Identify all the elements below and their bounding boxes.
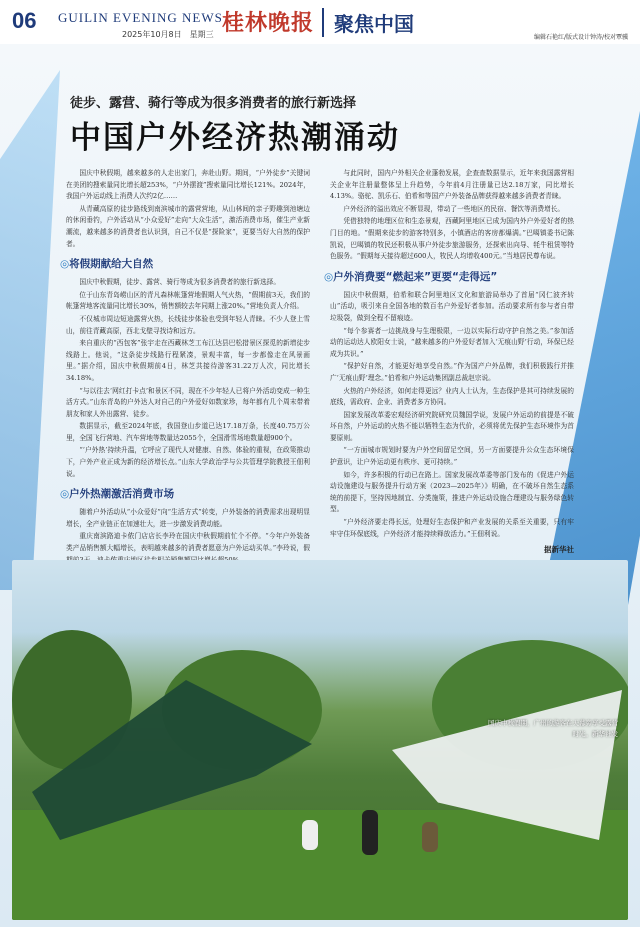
paragraph: 国家发展改革委宏观经济研究院研究员魏国学说，发展户外运动的前提是不破坏自然，户外运动的火热不能以牺牲生态为代价，必须将优先保护生态环境作为首要原则。 bbox=[330, 410, 574, 442]
paragraph: 凭借独特的地理区位和生态景观，西藏阿里地区已成为国内外户外爱好者的热门目的地。“假期来徒步的游客特别多，小镇酒店的客房都爆满。”巴噶镇委书记陈凯说，巴噶镇的牧民还积极从事户外徒步旅游服务，还探索出向导、牦牛租赁等特色服务。“假期每天接待超过600人，牧民人均增收400元。”当地居民尊布说。 bbox=[330, 217, 574, 261]
paragraph: 户外经济的溢出效应不断显现，带动了一些地区的民宿、餐饮等消费增长。 bbox=[343, 204, 565, 213]
article-lead-2: 从青藏高原的徒步路线到南滨城市的露营营地，从山林间的亲子野趣到池塘边的休闲垂钓，户外活动从“小众爱好”走向“大众生活”，激活消费市场，催生产业新潮流，越来越多的消费者也认识到，自己不仅是“探险家”，更要当好大自然的保护者。 bbox=[66, 204, 310, 248]
paragraph: 如今，许多积极的行动已在路上。国家发展改革委等部门发布的《促进户外运动设施建设与服务提升行动方案（2023—2025年）》明确，在不破坏自然生态系统的前提下，坚持因地制宜、分类施策，推进户外运动设施合理建设与服务绿色转型。 bbox=[330, 470, 574, 514]
paragraph: 国庆中秋假期，伯希和联合阿里地区文化和旅游局举办了首届“冈仁波齐转山”活动，吸引来自全国各地的数百名户外爱好者参加。活动要求所有参与者自带垃圾袋，做到全程不留痕迹。 bbox=[330, 290, 574, 322]
paper-logo: 桂林晚报 bbox=[222, 10, 315, 36]
paragraph: 火热的户外经济，如何走得更远？业内人士认为，生态保护是其可持续发展的底线，需政府、企业、消费者多方协同。 bbox=[330, 386, 574, 407]
campers bbox=[292, 810, 492, 870]
article-lead: 国庆中秋假期，越来越多的人走出家门，奔赴山野。期间，“户外徒步”关键词在美团的搜索量同比增长超253%，“户外摆渡”搜索量同比增长121%。2024年，我国户外运动线上消费人次约2亿…… bbox=[66, 169, 310, 201]
article-headline: 中国户外经济热潮涌动 bbox=[70, 120, 400, 156]
camping-photo bbox=[12, 560, 628, 920]
paragraph: “户外经济要走得长远，处理好生态保护和产业发展的关系至关重要，只有牢牢守住环保底线，户外经济才能持续释放活力。”王佃利说。 bbox=[330, 518, 574, 538]
paragraph: “保护好自然，才能更好地享受自然。”作为国产户外品牌，我们积极践行并推广‘无痕山野’理念。”伯希和户外运动集团副总裁赵宗说。 bbox=[330, 362, 574, 382]
section-heading-3: ◎户外消费要“燃起来”更要“走得远” bbox=[324, 270, 498, 283]
article-column-right bbox=[324, 168, 574, 555]
section-marker-icon: ◎ bbox=[60, 488, 70, 501]
page-header bbox=[0, 0, 640, 46]
paragraph: 数据显示，截至2024年底，我国登山步道已达17.18万条，长度40.75万公里，全国飞行营地、汽车营地等数量达2055个，全国滑雪场地数量超900个。 bbox=[66, 422, 310, 442]
section-heading-1: ◎将假期献给大自然 bbox=[60, 258, 154, 271]
paragraph: 不仅城市周边短途露营火热，长线徒步体验也受到年轻人青睐。不少人登上雪山，前往青藏高原，西北戈壁寻找诗和远方。 bbox=[66, 314, 310, 335]
paragraph: 与此同时，国内户外相关企业蓬勃发展，企查查数据显示，近年来我国露营相关企业年注册量整体呈上升趋势，今年前4月注册量已达2.18万家，同比增长4.13%。骆驼、凯乐石、伯希和等国产户外装备品牌获得越来越多消费者青睐。 bbox=[330, 169, 574, 201]
section-title: 聚焦中国 bbox=[322, 8, 414, 37]
page-number: 06 bbox=[12, 8, 37, 33]
paragraph: 随着户外活动从“小众爱好”向“生活方式”转变，户外装备的消费需求出现明显增长，全产业链正在加速壮大，进一步激发消费动能。 bbox=[66, 508, 310, 528]
paragraph: 来自重庆的“西包客”张宇走在西藏林芝工布江达县巴松措景区探觅的新增徒步线路上。他说，“这条徒步线路行程紧凑，景观丰富，每一步都像走在风景画里。”据介绍，国庆中秋假期前4日，林芝共接待游客31.22万人次，同比增长34.18%。 bbox=[66, 339, 310, 382]
editor-credits: 编辑石艳红/版式设计钟涛/校对覃骥 bbox=[533, 34, 628, 41]
article-byline: 据新华社 bbox=[544, 545, 574, 555]
paragraph: “一方面城市规划时要为户外空间留足空间，另一方面要提升公众生态环境保护意识，让户外运动更有秩序、更可持续。” bbox=[330, 446, 574, 467]
photo-caption: 国庆中秋假期，广州的游客在天幕旁享受露营时光。新华社发 bbox=[488, 719, 618, 738]
article-subtitle: 徒步、露营、骑行等成为很多消费者的旅行新选择 bbox=[70, 96, 357, 111]
paragraph: 重庆南滨路迪卡侬门店店长李玲在国庆中秋假期前忙个不停。“今年户外装备类产品销售额大幅增长，表明越来越多的消费者愿意为户外运动买单。”李玲说，假 bbox=[66, 532, 310, 553]
paragraph: “每个参赛者一边挑战身与生理极限，一边以实际行动守护自然之美。”参加活动的运动达人欧阳女士说，“越来越多的户外爱好者加入‘无痕山野’行动，环保已经成为共识。” bbox=[330, 326, 574, 358]
paragraph: 位于山东青岛崂山区的青凡森林帐篷营地假期人气火热，“假期前3天，我们的帐篷营地客流量同比增长30%，销售额较去年同期上涨20%。”营地负责人介绍。 bbox=[66, 290, 310, 311]
paper-english-name: GUILIN EVENING NEWS bbox=[58, 10, 223, 25]
section-marker-icon: ◎ bbox=[60, 258, 70, 271]
section-heading-2: ◎户外热潮激活消费市场 bbox=[60, 488, 175, 501]
paragraph: 国庆中秋假期，徒步、露营、骑行等成为很多消费者的旅行新选择。 bbox=[79, 278, 281, 287]
paragraph: “‘户外热’持续升温，它呼应了现代人对健康、自然、体验的重视，在政策推动下，户外产业正成为新的经济增长点。”山东大学政治学与公共管理学院教授王佃利说。 bbox=[66, 446, 310, 478]
section-marker-icon: ◎ bbox=[324, 270, 334, 283]
paragraph: “与以往去‘网红打卡点’和景区不同，现在不少年轻人已将户外活动变成一种生活方式。”山东青岛的户外达人对自己的户外爱好如数家珍，每年都有几个周末带着朋友和家人外出露营、徒步。 bbox=[66, 386, 310, 418]
issue-date: 2025年10月8日 星期三 bbox=[122, 30, 214, 39]
